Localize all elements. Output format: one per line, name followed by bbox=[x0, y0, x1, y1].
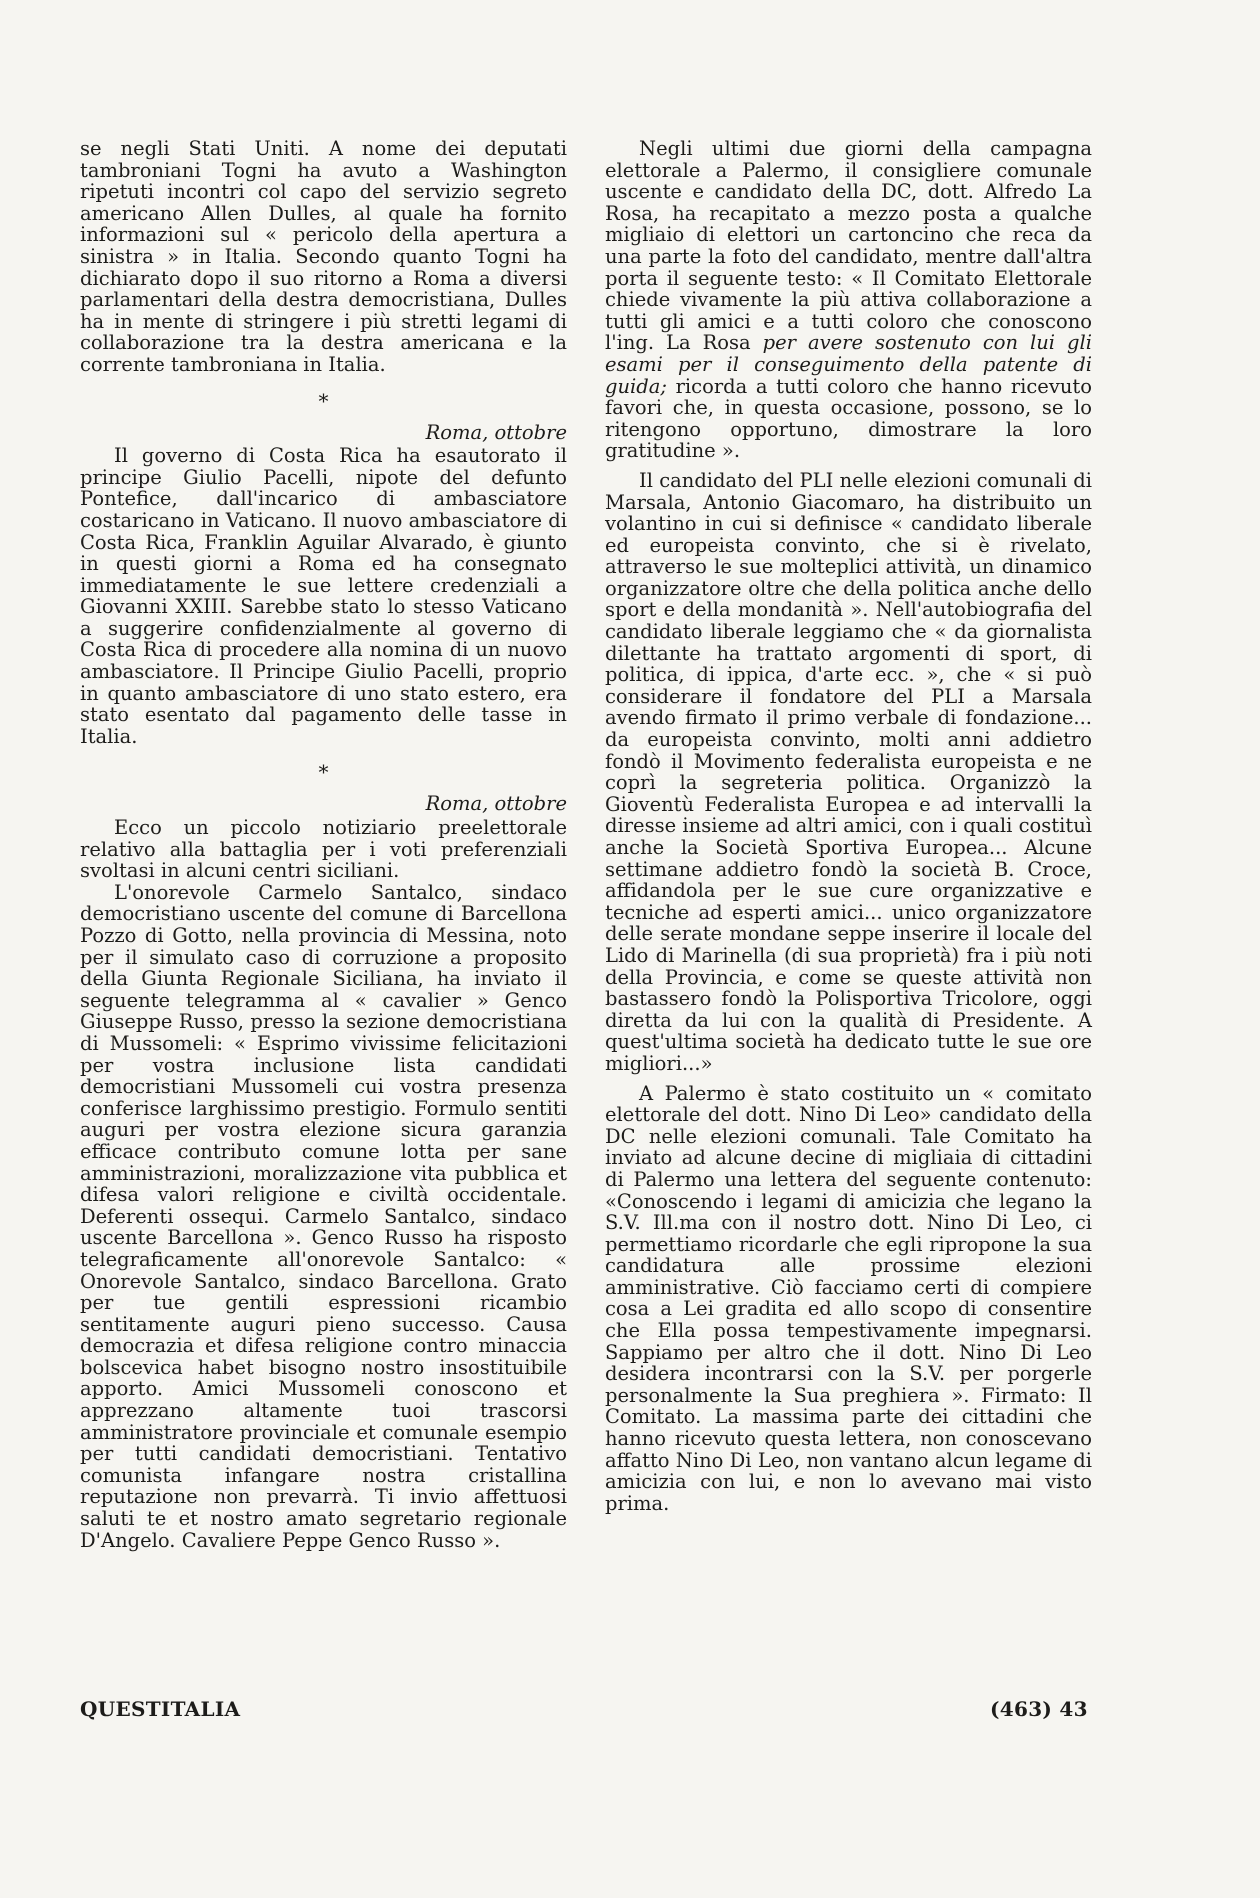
paragraph-la-rosa-italic: per avere sostenuto con lui gli esami per il conseguimento della patente di guida; bbox=[605, 331, 1092, 398]
paragraph-la-rosa-text-b: ricorda a tutti coloro che hanno ricevuto favori che, in questa occasione, possono, se lo ritengono opportuno, dimostrare la loro gratitudine ». bbox=[605, 374, 1092, 463]
paragraph-giacomaro: Il candidato del PLI nelle elezioni comunali di Marsala, Antonio Giacomaro, ha distribuito un volantino in cui si definisce « candidato liberale ed europeista convinto, che si è rivelato, attraverso le sue molteplici attività, un dinamico organizzatore oltre che della politica anche dello sport e della mondanità ». Nell'autobiografia del candidato liberale leggiamo che « da giornalista dilettante ha trattato argomenti di sport, di politica, di ippica, d'arte ecc. », che « si può considerare il fondatore del PLI a Marsala avendo firmato il primo verbale di fondazione... da europeista convinto, molti anni addietro fondò il Movimento federalista europeista e ne coprì la segreteria politica. Organizzò la Gioventù Federalista Europea e ad intervalli la diresse insieme ad altri amici, con i quali costituì anche la Società Sportiva Europea... Alcune settimane addietro fondò la società B. Croce, affidandola per le sue cure organizzative e tecniche ad esperti amici... unico organizzatore delle serate mondane seppe inserire il locale del Lido di Marinella (di sua proprietà) fra i più noti della Provincia, e come se queste attività non bastassero fondò la Polisportiva Tricolore, oggi diretta da lui con la qualità di Presidente. A quest'ultima società ha dedicato tutte le sue ore migliori...» bbox=[605, 468, 1092, 1075]
section-separator: * bbox=[318, 388, 329, 413]
paragraph-la-rosa bbox=[605, 138, 1092, 462]
paragraph-santalco-telegram: L'onorevole Carmelo Santalco, sindaco democristiano uscente del comune di Barcellona Pozzo di Gotto, nella provincia di Messina, noto per il simulato caso di corruzione a proposito della Giunta Regionale Siciliana, ha inviato il seguente telegramma al « cavalier » Genco Giuseppe Russo, presso la sezione democristiana di Mussomeli: « Esprimo vivissime felicitazioni per vostra inclusione lista candidati democristiani Mussomeli cui vostra presenza conferisce larghissimo prestigio. Formulo sentiti auguri per vostra elezione sicura garanzia efficace contributo comune lotta per sane amministrazioni, moralizzazione vita pubblica et difesa valori religione e civiltà occidentale. Deferenti ossequi. Carmelo Santalco, sindaco uscente Barcellona ». Genco Russo ha risposto telegraficamente all'onorevole Santalco: « Onorevole Santalco, sindaco Barcellona. Grato per tue gentili espressioni ricambio sentitamente auguri pieno successo. Causa democrazia et difesa religione contro minaccia bolscevica habet bisogno nostro insostituibile apporto. Amici Mussomeli conoscono et apprezzano altamente tuoi trascorsi amministratore provinciale et comunale esempio per tutti candidati democristiani. Tentativo comunista infangare nostra cristallina reputazione non prevarrà. Ti invio affettuosi saluti te et nostro amato segretario regionale D'Angelo. Cavaliere Peppe Genco Russo ». bbox=[80, 880, 567, 1552]
right-column bbox=[605, 138, 1092, 1514]
magazine-name: QUESTITALIA bbox=[80, 1697, 241, 1721]
section-separator: * bbox=[318, 760, 329, 785]
paragraph-la-rosa-text-a: Negli ultimi due giorni della campagna elettorale a Palermo, il consigliere comunale uscente e candidato della DC, dott. Alfredo La Rosa, ha recapitato a mezzo posta a qualche migliaio di elettori un cartoncino che reca da una parte la foto del candidato, mentre dall'altra porta il seguente testo: « Il Comitato Elettorale chiede vivamente la più attiva collaborazione a tutti gli amici e a tutti coloro che conoscono l'ing. La Rosa bbox=[605, 137, 1092, 355]
paragraph-di-leo: A Palermo è stato costituito un « comitato elettorale del dott. Nino Di Leo» candidato della DC nelle elezioni comunali. Tale Comitato ha inviato ad alcune decine di migliaia di cittadini di Palermo una lettera del seguente contenuto: «Conoscendo i legami di amicizia che legano la S.V. Ill.ma con il nostro dott. Nino Di Leo, ci permettiamo ricordarle che egli ripropone la sua candidatura alle prossime elezioni amministrative. Ciò facciamo certi di compiere cosa a Lei gradita ed allo scopo di consentire che Ella possa tempestivamente impegnarsi. Sappiamo per altro che il dott. Nino Di Leo desidera incontrarsi con la S.V. per porgerle personalmente la Sua preghiera ». Firmato: Il Comitato. La massima parte dei cittadini che hanno ricevuto questa lettera, non conoscevano affatto Nino Di Leo, non vantano alcun legame di amicizia con lui, e non lo avevano mai visto prima. bbox=[605, 1081, 1092, 1515]
paragraph-costa-rica: Il governo di Costa Rica ha esautorato il principe Giulio Pacelli, nipote del defunto Pontefice, dall'incarico di ambasciatore costaricano in Vaticano. Il nuovo ambasciatore di Costa Rica, Franklin Aguilar Alvarado, è giunto in questi giorni a Roma ed ha consegnato immediatamente le sue lettere credenziali a Giovanni XXIII. Sarebbe stato lo stesso Vaticano a suggerire confidenzialmente al governo di Costa Rica di procedere alla nomina di un nuovo ambasciatore. Il Principe Giulio Pacelli, proprio in quanto ambasciatore di uno stato estero, era stato esentato dal pagamento delle tasse in Italia. bbox=[80, 444, 567, 748]
page-number: (463) 43 bbox=[990, 1697, 1088, 1721]
dateline: Roma, ottobre bbox=[425, 420, 567, 444]
left-column bbox=[80, 138, 567, 1551]
paragraph-notiziario: Ecco un piccolo notiziario preelettorale relativo alla battaglia per i voti preferenziali svoltasi in alcuni centri siciliani. bbox=[80, 816, 567, 883]
dateline: Roma, ottobre bbox=[425, 792, 567, 816]
paragraph-tambroni-dulles: se negli Stati Uniti. A nome dei deputati tambroniani Togni ha avuto a Washington ripetuti incontri col capo del servizio segreto americano Allen Dulles, al quale ha fornito informazioni sul « pericolo della apertura a sinistra » in Italia. Secondo quanto Togni ha dichiarato dopo il suo ritorno a Roma a diversi parlamentari della destra democristiana, Dulles ha in mente di stringere i più stretti legami di collaborazione tra la destra americana e la corrente tambroniana in Italia. bbox=[80, 137, 567, 376]
